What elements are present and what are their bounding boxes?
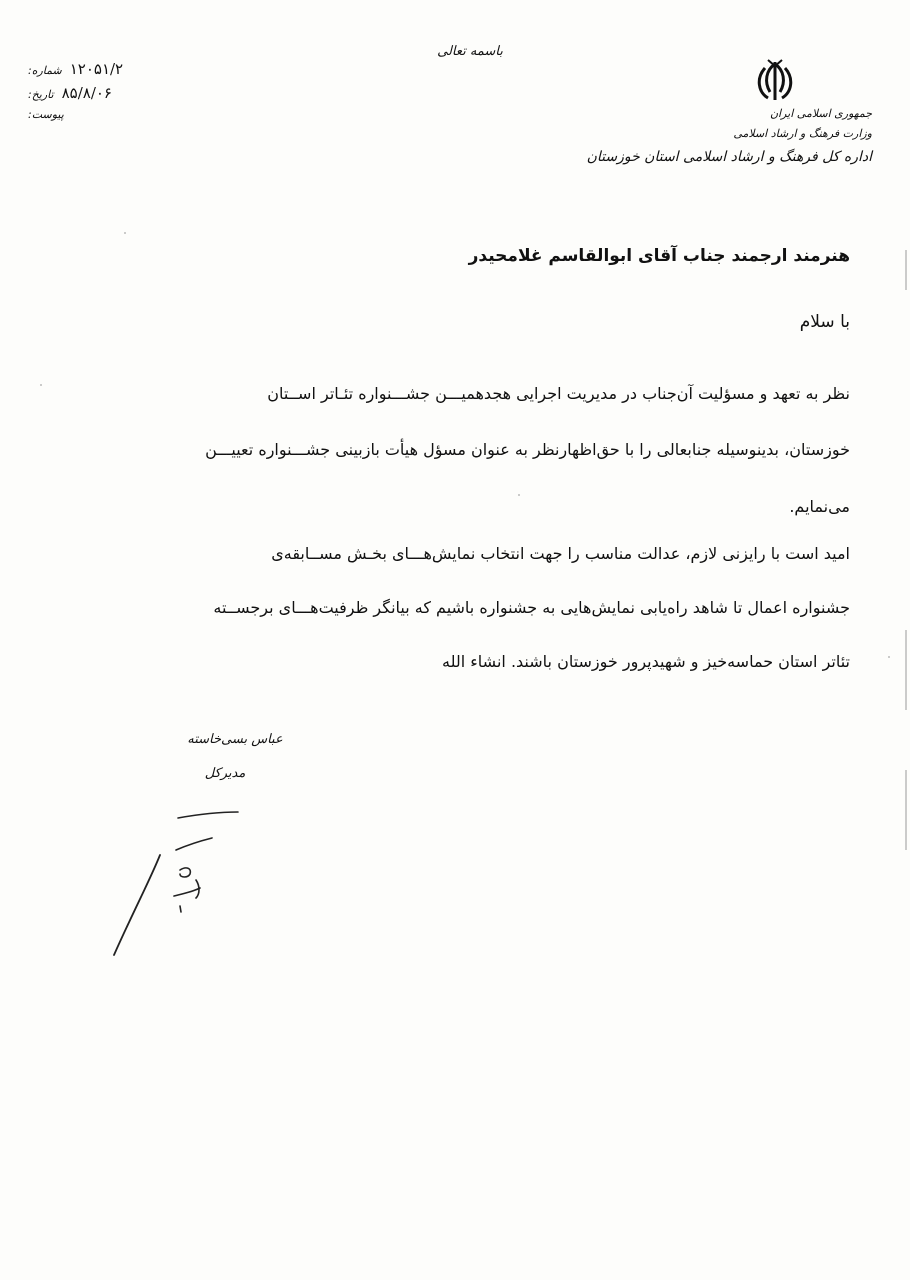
paragraph-1-line-2: خوزستان، بدینوسیله جنابعالی را با حق‌اظهارنظر به عنوان مسؤل هیأت بازبینی جشـــنواره تعییـــن [205, 440, 850, 459]
reference-date-label: تاریخ: [28, 88, 54, 101]
org-line-department: اداره کل فرهنگ و ارشاد اسلامی استان خوزستان [586, 149, 872, 165]
reference-number-row [28, 60, 168, 84]
paragraph-2-line-3: تئاتر استان حماسه‌خیز و شهیدپرور خوزستان باشند. انشاء الله [442, 652, 850, 671]
recipient-line: هنرمند ارجمند جناب آقای ابوالقاسم غلامحیدر [468, 246, 850, 266]
scan-speck [518, 494, 520, 496]
handwritten-signature [100, 800, 250, 970]
bismillah-heading: باسمه تعالی [437, 44, 503, 59]
reference-block [28, 60, 168, 132]
signer-name: عباس بسی‌خاسته [187, 732, 283, 747]
signer-title: مدیرکل [204, 766, 246, 781]
scan-speck [888, 656, 890, 658]
paragraph-1-line-3: می‌نمایم. [789, 497, 850, 516]
reference-attachment-label: پیوست: [28, 108, 64, 121]
org-line-ministry: وزارت فرهنگ و ارشاد اسلامی [733, 127, 872, 140]
paragraph-2-line-1: امید است با رایزنی لازم، عدالت مناسب را جهت انتخاب نمایش‌هـــای بخـش مســابقه‌ی [271, 544, 850, 563]
reference-date-value: ۸۵/۸/۰۶ [61, 84, 112, 102]
salutation: با سلام [799, 312, 850, 332]
scan-speck [124, 232, 126, 234]
iran-emblem-icon [752, 58, 798, 104]
scan-speck [40, 384, 42, 386]
reference-number-value: ۱۲۰۵۱/۲ [69, 60, 124, 78]
ministry-letterhead [552, 104, 872, 170]
scan-edge-artifact [898, 250, 910, 1150]
reference-number-label: شماره: [28, 64, 62, 77]
org-line-country: جمهوری اسلامی ایران [769, 107, 872, 120]
paragraph-1-line-1: نظر به تعهد و مسؤلیت آن‌جناب در مدیریت اجرایی هجدهمیـــن جشـــنواره تئـاتر اســتان [267, 384, 850, 403]
reference-date-row [28, 84, 168, 108]
paragraph-2-line-2: جشنواره اعمال تا شاهد راه‌یابی نمایش‌هایی به جشنواره باشیم که بیانگر ظرفیت‌هـــای برجســته [213, 598, 850, 617]
reference-attachment-row [28, 108, 168, 132]
